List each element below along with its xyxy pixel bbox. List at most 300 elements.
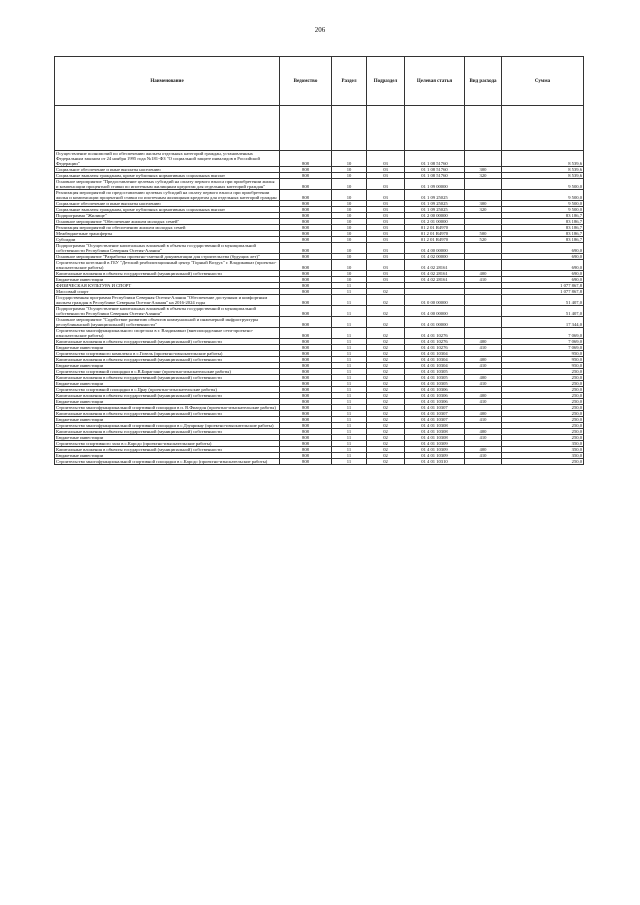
row-razdel: 10 xyxy=(332,225,367,231)
row-summa: 83 186,7 xyxy=(502,225,584,231)
row-razdel: 10 xyxy=(332,179,367,190)
row-celevaya: 01 1 09 25025 xyxy=(405,207,465,213)
row-podrazdel: 03 xyxy=(367,179,405,190)
row-summa: 8 539,6 xyxy=(502,173,584,179)
row-ved: 808 xyxy=(280,167,332,173)
row-name: Капитальные вложения в объекты государственной (муниципальной) собственности xyxy=(55,447,280,453)
row-podrazdel: 02 xyxy=(367,417,405,423)
row-celevaya: 01 4 01 10276 xyxy=(405,328,465,339)
row-summa: 7 069,0 xyxy=(502,328,584,339)
row-celevaya: 01 4 01 10309 xyxy=(405,453,465,459)
row-podrazdel: 03 xyxy=(367,219,405,225)
row-name: Капитальные вложения в объекты государственной (муниципальной) собственности xyxy=(55,271,280,277)
row-vid: 320 xyxy=(465,173,502,179)
table-header-row xyxy=(55,57,584,106)
row-razdel: 11 xyxy=(332,351,367,357)
row-ved: 808 xyxy=(280,387,332,393)
row-vid: 410 xyxy=(465,435,502,441)
row-name: Строительство многофункционального спортзала в г. Владикавказ (внеплощадочные сети-проектно-изыскательские работы) xyxy=(55,328,280,339)
row-vid: 400 xyxy=(465,375,502,381)
budget-table xyxy=(54,56,584,465)
row-name: Бюджетные инвестиции xyxy=(55,277,280,283)
row-razdel: 10 xyxy=(332,207,367,213)
row-ved: 808 xyxy=(280,295,332,306)
row-name: Капитальные вложения в объекты государственной (муниципальной) собственности xyxy=(55,411,280,417)
row-razdel: 10 xyxy=(332,201,367,207)
row-celevaya: 01 4 01 10306 xyxy=(405,387,465,393)
row-summa: 690,0 xyxy=(502,271,584,277)
header-summa: Сумма xyxy=(502,57,584,106)
row-ved: 808 xyxy=(280,271,332,277)
row-name: Строительство многофункциональной спортивной площадки в с.Карсдо (проектно-изыскательские работы) xyxy=(55,459,280,465)
row-vid: 500 xyxy=(465,231,502,237)
row-name: Бюджетные инвестиции xyxy=(55,345,280,351)
row-summa: 950,0 xyxy=(502,357,584,363)
row-vid xyxy=(465,317,502,328)
row-podrazdel: 02 xyxy=(367,289,405,295)
row-name: Бюджетные инвестиции xyxy=(55,453,280,459)
row-podrazdel: 02 xyxy=(367,369,405,375)
row-vid: 410 xyxy=(465,381,502,387)
header-vid: Вид расхода xyxy=(465,57,502,106)
row-razdel: 10 xyxy=(332,231,367,237)
row-name: Основное мероприятие "Разработка проектно-сметной документации для строительства (будущих лет)" xyxy=(55,254,280,260)
table-row xyxy=(55,151,584,167)
row-summa: 250,0 xyxy=(502,423,584,429)
row-vid: 410 xyxy=(465,417,502,423)
row-summa: 250,0 xyxy=(502,405,584,411)
row-podrazdel: 02 xyxy=(367,405,405,411)
row-vid xyxy=(465,328,502,339)
row-podrazdel: 03 xyxy=(367,167,405,173)
row-celevaya: 01 2 01 00000 xyxy=(405,219,465,225)
row-celevaya: 01 4 01 10305 xyxy=(405,375,465,381)
row-podrazdel: 02 xyxy=(367,429,405,435)
row-celevaya: 01 4 01 10307 xyxy=(405,405,465,411)
row-name: Строительство многофункциональной спортивной площадки в с.Дзуарикау (проектно-изыскательские работы) xyxy=(55,423,280,429)
row-vid: 410 xyxy=(465,453,502,459)
row-podrazdel: 02 xyxy=(367,393,405,399)
row-ved: 808 xyxy=(280,289,332,295)
row-podrazdel: 02 xyxy=(367,357,405,363)
row-razdel: 11 xyxy=(332,411,367,417)
row-ved: 808 xyxy=(280,459,332,465)
row-podrazdel: 02 xyxy=(367,399,405,405)
row-vid xyxy=(465,295,502,306)
row-vid: 410 xyxy=(465,363,502,369)
row-celevaya: 01 4 01 10309 xyxy=(405,447,465,453)
row-razdel: 11 xyxy=(332,459,367,465)
row-razdel: 11 xyxy=(332,429,367,435)
row-celevaya: 01 4 01 10304 xyxy=(405,351,465,357)
row-celevaya: 01 4 02 00000 xyxy=(405,254,465,260)
row-name: Капитальные вложения в объекты государственной (муниципальной) собственности xyxy=(55,339,280,345)
row-celevaya: 01 4 01 10310 xyxy=(405,459,465,465)
row-name: Бюджетные инвестиции xyxy=(55,435,280,441)
row-ved: 808 xyxy=(280,173,332,179)
row-razdel: 11 xyxy=(332,381,367,387)
header-celevaya: Целевая статья xyxy=(405,57,465,106)
row-name: Социальное обеспечение и иные выплаты населению xyxy=(55,167,280,173)
row-summa: 51 407,0 xyxy=(502,295,584,306)
row-celevaya: 01 4 01 00000 xyxy=(405,317,465,328)
row-name: Капитальные вложения в объекты государственной (муниципальной) собственности xyxy=(55,393,280,399)
row-vid: 300 xyxy=(465,201,502,207)
row-name: Капитальные вложения в объекты государственной (муниципальной) собственности xyxy=(55,429,280,435)
row-vid: 410 xyxy=(465,399,502,405)
row-ved: 808 xyxy=(280,237,332,243)
row-ved: 808 xyxy=(280,213,332,219)
row-celevaya: 01 4 02 28161 xyxy=(405,271,465,277)
row-name: Строительство спортивной площадки в с.Црау (проектно-изыскательские работы) xyxy=(55,387,280,393)
row-summa: 250,0 xyxy=(502,381,584,387)
row-summa: 9 500,0 xyxy=(502,207,584,213)
row-vid xyxy=(465,179,502,190)
row-razdel: 11 xyxy=(332,357,367,363)
row-podrazdel: 03 xyxy=(367,243,405,254)
row-celevaya: 01 4 01 10305 xyxy=(405,381,465,387)
row-summa: 350,0 xyxy=(502,441,584,447)
row-name: Подпрограмма "Осуществление капитальных вложений в объекты государственной и муниципальной собственности Республики Северная Осетия-Алания" xyxy=(55,243,280,254)
row-razdel: 11 xyxy=(332,317,367,328)
row-podrazdel: 03 xyxy=(367,213,405,219)
row-vid xyxy=(465,151,502,167)
row-podrazdel: 02 xyxy=(367,328,405,339)
row-podrazdel: 03 xyxy=(367,231,405,237)
row-vid xyxy=(465,243,502,254)
row-razdel: 11 xyxy=(332,453,367,459)
row-podrazdel: 02 xyxy=(367,441,405,447)
row-razdel: 11 xyxy=(332,345,367,351)
row-podrazdel: 03 xyxy=(367,201,405,207)
row-podrazdel: 02 xyxy=(367,459,405,465)
row-summa: 7 069,0 xyxy=(502,345,584,351)
row-name: Бюджетные инвестиции xyxy=(55,417,280,423)
row-razdel: 10 xyxy=(332,151,367,167)
row-podrazdel: 02 xyxy=(367,453,405,459)
row-summa: 9 500,0 xyxy=(502,179,584,190)
row-celevaya: 01 4 01 10308 xyxy=(405,435,465,441)
row-summa: 690,0 xyxy=(502,277,584,283)
header-podrazdel: Подраздел xyxy=(367,57,405,106)
header-name: Наименование xyxy=(55,57,280,106)
row-razdel: 11 xyxy=(332,328,367,339)
row-summa: 350,0 xyxy=(502,447,584,453)
row-ved: 808 xyxy=(280,179,332,190)
row-razdel: 10 xyxy=(332,277,367,283)
row-razdel: 11 xyxy=(332,306,367,317)
row-razdel: 11 xyxy=(332,283,367,289)
row-name: Бюджетные инвестиции xyxy=(55,399,280,405)
row-summa: 9 500,0 xyxy=(502,190,584,201)
row-ved: 808 xyxy=(280,435,332,441)
row-podrazdel: 02 xyxy=(367,351,405,357)
row-ved: 808 xyxy=(280,411,332,417)
table-row xyxy=(55,243,584,254)
row-name: Государственная программа Республики Северная Осетия-Алания "Обеспечение доступным и комфортным жильем граждан в Республике Северная Осетия-Алания" на 2016-2024 годы xyxy=(55,295,280,306)
row-podrazdel: 03 xyxy=(367,190,405,201)
row-summa: 250,0 xyxy=(502,399,584,405)
row-razdel: 10 xyxy=(332,167,367,173)
row-podrazdel: 02 xyxy=(367,345,405,351)
row-podrazdel: 02 xyxy=(367,381,405,387)
row-ved: 808 xyxy=(280,243,332,254)
row-razdel: 11 xyxy=(332,393,367,399)
row-celevaya: 01 4 01 10276 xyxy=(405,339,465,345)
row-ved: 808 xyxy=(280,260,332,271)
row-summa: 83 186,7 xyxy=(502,213,584,219)
row-vid: 400 xyxy=(465,429,502,435)
row-razdel: 11 xyxy=(332,295,367,306)
row-name: Социальное обеспечение и иные выплаты населению xyxy=(55,201,280,207)
row-celevaya: 01 2 00 00000 xyxy=(405,213,465,219)
row-summa: 250,0 xyxy=(502,387,584,393)
row-razdel: 10 xyxy=(332,254,367,260)
row-razdel: 11 xyxy=(332,399,367,405)
row-celevaya: 01 4 01 10308 xyxy=(405,423,465,429)
row-name: Капитальные вложения в объекты государственной (муниципальной) собственности xyxy=(55,357,280,363)
row-name: Капитальные вложения в объекты государственной (муниципальной) собственности xyxy=(55,375,280,381)
row-vid: 400 xyxy=(465,271,502,277)
row-ved: 808 xyxy=(280,345,332,351)
row-summa: 950,0 xyxy=(502,363,584,369)
row-ved: 808 xyxy=(280,277,332,283)
row-ved: 808 xyxy=(280,381,332,387)
row-name: Подпрограмма "Жилище" xyxy=(55,213,280,219)
row-razdel: 11 xyxy=(332,289,367,295)
row-ved: 808 xyxy=(280,405,332,411)
row-name: Бюджетные инвестиции xyxy=(55,381,280,387)
row-name: Основное мероприятие "Обеспечение жильем молодых семей" xyxy=(55,219,280,225)
row-ved: 808 xyxy=(280,201,332,207)
row-vid: 400 xyxy=(465,357,502,363)
row-celevaya: 01 2 01 R4970 xyxy=(405,225,465,231)
row-podrazdel: 03 xyxy=(367,254,405,260)
row-summa: 250,0 xyxy=(502,411,584,417)
row-ved: 808 xyxy=(280,231,332,237)
row-vid: 410 xyxy=(465,277,502,283)
row-summa: 83 186,7 xyxy=(502,231,584,237)
row-name: Реализация мероприятий по предоставлению целевых субсидий на оплату первого взноса при приобретении жилья и компенсации процентной ставки по ипотечным жилищным кредитам для отдельных категорий граждан xyxy=(55,190,280,201)
row-celevaya: 01 1 09 25025 xyxy=(405,201,465,207)
row-name: Подпрограмма "Осуществление капитальных вложений в объекты государственной и муниципальной собственности Республики Северная Осетия-Алания" xyxy=(55,306,280,317)
row-razdel: 10 xyxy=(332,213,367,219)
row-podrazdel: 03 xyxy=(367,260,405,271)
row-summa: 250,0 xyxy=(502,459,584,465)
row-summa: 51 407,0 xyxy=(502,306,584,317)
row-vid: 300 xyxy=(465,167,502,173)
row-summa: 83 186,7 xyxy=(502,219,584,225)
row-razdel: 11 xyxy=(332,387,367,393)
row-summa: 250,0 xyxy=(502,429,584,435)
row-ved: 808 xyxy=(280,423,332,429)
row-ved: 808 xyxy=(280,339,332,345)
row-razdel: 11 xyxy=(332,405,367,411)
row-summa: 250,0 xyxy=(502,435,584,441)
row-vid: 520 xyxy=(465,237,502,243)
row-summa: 250,0 xyxy=(502,417,584,423)
row-celevaya: 01 2 01 R4970 xyxy=(405,231,465,237)
row-ved: 808 xyxy=(280,447,332,453)
page-number: 206 xyxy=(314,26,326,34)
row-razdel: 11 xyxy=(332,339,367,345)
row-celevaya: 01 1 09 00000 xyxy=(405,179,465,190)
row-ved: 808 xyxy=(280,283,332,289)
row-podrazdel: 03 xyxy=(367,277,405,283)
row-vid: 320 xyxy=(465,207,502,213)
row-summa: 7 069,0 xyxy=(502,339,584,345)
header-spacer-row xyxy=(55,106,584,151)
row-razdel: 11 xyxy=(332,441,367,447)
row-celevaya: 01 4 02 28161 xyxy=(405,260,465,271)
row-ved: 808 xyxy=(280,190,332,201)
row-razdel: 11 xyxy=(332,417,367,423)
row-podrazdel: 02 xyxy=(367,375,405,381)
row-summa: 690,0 xyxy=(502,260,584,271)
row-razdel: 11 xyxy=(332,369,367,375)
row-name: Субсидии xyxy=(55,237,280,243)
row-summa: 250,0 xyxy=(502,369,584,375)
row-name: Межбюджетные трансферты xyxy=(55,231,280,237)
row-razdel: 10 xyxy=(332,173,367,179)
row-ved: 808 xyxy=(280,429,332,435)
row-ved: 808 xyxy=(280,219,332,225)
row-ved: 808 xyxy=(280,207,332,213)
row-razdel: 11 xyxy=(332,363,367,369)
row-summa: 8 539,6 xyxy=(502,167,584,173)
table-row xyxy=(55,190,584,201)
row-podrazdel: 02 xyxy=(367,295,405,306)
row-name: Строительство спортивного комплекса в с.Гизель (проектно-изыскательские работы) xyxy=(55,351,280,357)
row-podrazdel: 03 xyxy=(367,207,405,213)
row-podrazdel: 02 xyxy=(367,363,405,369)
row-podrazdel: 02 xyxy=(367,447,405,453)
row-ved: 808 xyxy=(280,151,332,167)
row-ved: 808 xyxy=(280,417,332,423)
row-celevaya: 01 1 09 25025 xyxy=(405,190,465,201)
row-celevaya: 01 4 01 10307 xyxy=(405,417,465,423)
row-name: Строительство спортивного зала в с.Карсдо (проектно-изыскательские работы) xyxy=(55,441,280,447)
table-row xyxy=(55,306,584,317)
row-summa: 690,0 xyxy=(502,243,584,254)
row-podrazdel: 02 xyxy=(367,306,405,317)
row-celevaya: 01 4 02 28161 xyxy=(405,277,465,283)
row-celevaya: 01 4 00 00000 xyxy=(405,243,465,254)
row-podrazdel: 03 xyxy=(367,271,405,277)
row-vid xyxy=(465,260,502,271)
row-razdel: 10 xyxy=(332,237,367,243)
row-ved: 808 xyxy=(280,225,332,231)
row-ved: 808 xyxy=(280,453,332,459)
row-celevaya: 01 1 08 51760 xyxy=(405,167,465,173)
row-summa: 1 077 867,8 xyxy=(502,289,584,295)
row-podrazdel: 03 xyxy=(367,225,405,231)
row-ved: 808 xyxy=(280,351,332,357)
row-name: Основное мероприятие "Предоставление целевых субсидий на оплату первого взноса при приобретении жилья и компенсации процентной ставки по ипотечным жилищным кредитам для отдельных категорий граждан" xyxy=(55,179,280,190)
row-name: Осуществление полномочий по обеспечению жильем отдельных категорий граждан, установленных Федеральным законом от 24 ноября 1995 года №181-ФЗ "О социальной защите инвалидов в Российской Федерации" xyxy=(55,151,280,167)
row-celevaya: 01 4 01 10308 xyxy=(405,429,465,435)
row-ved: 808 xyxy=(280,369,332,375)
row-name: Строительство котельной в ГБУ "Детский реабилитационный центр "Горный Воздух" г. Владикавказ (проектно-изыскательские работы) xyxy=(55,260,280,271)
row-celevaya: 01 4 01 10306 xyxy=(405,399,465,405)
row-summa: 950,0 xyxy=(502,351,584,357)
row-vid: 400 xyxy=(465,447,502,453)
row-celevaya: 01 4 01 10309 xyxy=(405,441,465,447)
row-name: ФИЗИЧЕСКАЯ КУЛЬТУРА И СПОРТ xyxy=(55,283,280,289)
table-row xyxy=(55,179,584,190)
row-podrazdel: 03 xyxy=(367,237,405,243)
row-vid: 410 xyxy=(465,345,502,351)
row-vid: 400 xyxy=(465,339,502,345)
row-celevaya: 01 4 01 10304 xyxy=(405,363,465,369)
header-ved: Ведомство xyxy=(280,57,332,106)
row-summa: 83 186,7 xyxy=(502,237,584,243)
row-podrazdel: 02 xyxy=(367,435,405,441)
row-vid: 400 xyxy=(465,393,502,399)
row-podrazdel: 02 xyxy=(367,411,405,417)
row-razdel: 11 xyxy=(332,375,367,381)
row-ved: 808 xyxy=(280,363,332,369)
row-name: Строительство спортивной площадки в с.В.Бирагзанг (проектно-изыскательские работы) xyxy=(55,369,280,375)
table-row xyxy=(55,260,584,271)
row-summa: 350,0 xyxy=(502,453,584,459)
row-name: Строительство многофункциональной спортивной площадки в п. В.Фиагдон (проектно-изыскательские работы) xyxy=(55,405,280,411)
row-ved: 808 xyxy=(280,328,332,339)
row-celevaya: 01 1 08 51760 xyxy=(405,173,465,179)
row-celevaya: 01 4 01 10304 xyxy=(405,357,465,363)
table-row xyxy=(55,317,584,328)
row-ved: 808 xyxy=(280,357,332,363)
row-razdel: 10 xyxy=(332,243,367,254)
row-razdel: 11 xyxy=(332,423,367,429)
row-summa: 250,0 xyxy=(502,375,584,381)
row-ved: 808 xyxy=(280,399,332,405)
row-summa: 9 500,0 xyxy=(502,201,584,207)
row-vid xyxy=(465,306,502,317)
row-razdel: 10 xyxy=(332,260,367,271)
header-razdel: Раздел xyxy=(332,57,367,106)
row-name: Социальные выплаты гражданам, кроме публичных нормативных социальных выплат xyxy=(55,173,280,179)
row-celevaya: 01 4 01 10306 xyxy=(405,393,465,399)
row-podrazdel: 02 xyxy=(367,339,405,345)
row-podrazdel: 02 xyxy=(367,317,405,328)
row-celevaya: 01 0 00 00000 xyxy=(405,295,465,306)
row-razdel: 10 xyxy=(332,271,367,277)
row-summa: 690,0 xyxy=(502,254,584,260)
row-celevaya: 01 2 01 R4970 xyxy=(405,237,465,243)
row-summa: 1 077 867,8 xyxy=(502,283,584,289)
row-celevaya: 01 1 08 51760 xyxy=(405,151,465,167)
row-celevaya: 01 4 00 00000 xyxy=(405,306,465,317)
row-name: Массовый спорт xyxy=(55,289,280,295)
row-ved: 808 xyxy=(280,441,332,447)
row-ved: 808 xyxy=(280,306,332,317)
row-vid xyxy=(465,190,502,201)
row-podrazdel: 03 xyxy=(367,173,405,179)
row-podrazdel: 02 xyxy=(367,423,405,429)
row-ved: 808 xyxy=(280,393,332,399)
row-razdel: 10 xyxy=(332,190,367,201)
table-row xyxy=(55,328,584,339)
row-razdel: 10 xyxy=(332,219,367,225)
row-summa: 17 344,0 xyxy=(502,317,584,328)
row-razdel: 11 xyxy=(332,435,367,441)
row-vid xyxy=(465,459,502,465)
row-celevaya: 01 4 01 10305 xyxy=(405,369,465,375)
row-name: Бюджетные инвестиции xyxy=(55,363,280,369)
row-razdel: 11 xyxy=(332,447,367,453)
row-name: Социальные выплаты гражданам, кроме публичных нормативных социальных выплат xyxy=(55,207,280,213)
